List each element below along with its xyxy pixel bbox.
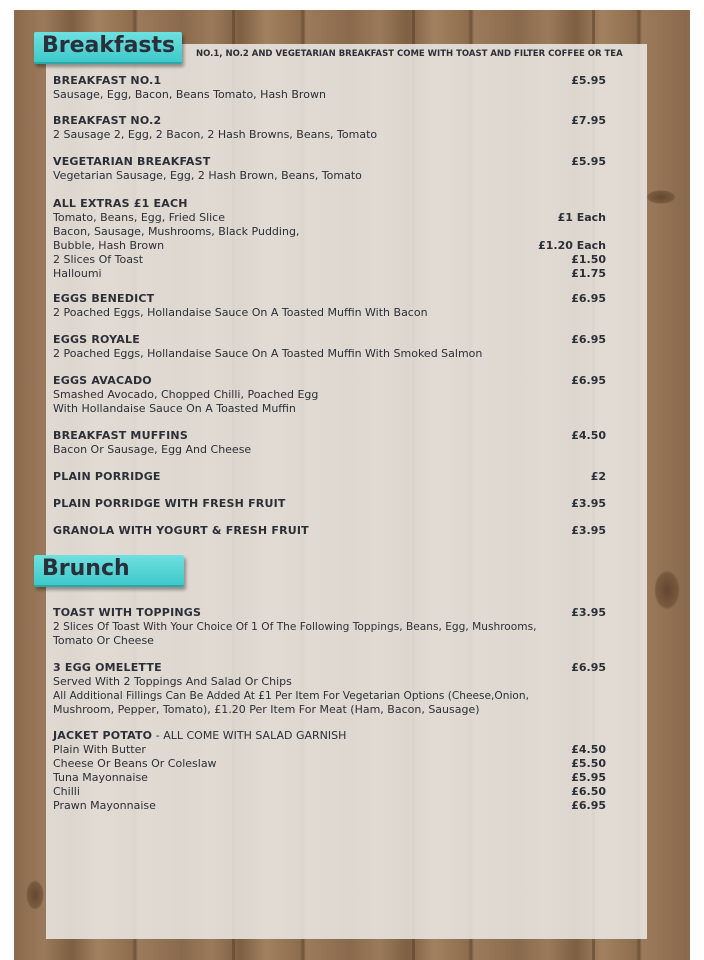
item-description: Bacon Or Sausage, Egg And Cheese bbox=[53, 443, 252, 456]
breakfasts-note: NO.1, NO.2 AND VEGETARIAN BREAKFAST COME WITH TOAST AND FILTER COFFEE OR TEA bbox=[196, 49, 623, 59]
item-description: 2 Sausage 2, Egg, 2 Bacon, 2 Hash Browns, Beans, Tomato bbox=[53, 128, 378, 141]
item-price: £6.50 bbox=[571, 785, 606, 798]
item-name: JACKET POTATO bbox=[53, 729, 153, 742]
extras-line: 2 Slices Of Toast bbox=[53, 253, 144, 266]
item-price: £1.75 bbox=[571, 267, 606, 280]
item-price: £5.95 bbox=[571, 155, 606, 168]
item-price: £6.95 bbox=[571, 799, 606, 812]
item-description: 2 Slices Of Toast With Your Choice Of 1 Of The Following Toppings, Beans, Egg, Mushrooms, bbox=[53, 621, 537, 633]
menu-item-eggs-benedict bbox=[53, 292, 606, 320]
item-description: Smashed Avocado, Chopped Chilli, Poached Egg bbox=[53, 388, 319, 401]
potato-option: Prawn Mayonnaise bbox=[53, 799, 156, 812]
item-price: £5.95 bbox=[571, 74, 606, 87]
item-name: EGGS BENEDICT bbox=[53, 292, 155, 305]
menu-item-3-egg-omelette bbox=[53, 661, 606, 717]
item-price: £3.95 bbox=[571, 524, 606, 537]
brunch-title: Brunch bbox=[42, 556, 130, 581]
item-price: £4.50 bbox=[571, 429, 606, 442]
item-description: Tomato Or Cheese bbox=[53, 634, 154, 647]
extras-line: Halloumi bbox=[53, 267, 102, 280]
menu-item-plain-porridge bbox=[53, 470, 606, 484]
menu-item-breakfast-no2 bbox=[53, 114, 606, 142]
item-description: With Hollandaise Sauce On A Toasted Muffin bbox=[53, 402, 296, 415]
item-name: VEGETARIAN BREAKFAST bbox=[53, 155, 211, 168]
item-price: £6.95 bbox=[571, 374, 606, 387]
item-description: Served With 2 Toppings And Salad Or Chips bbox=[53, 675, 292, 688]
item-description: 2 Poached Eggs, Hollandaise Sauce On A Toasted Muffin With Smoked Salmon bbox=[53, 347, 483, 360]
item-name: PLAIN PORRIDGE WITH FRESH FRUIT bbox=[53, 497, 286, 510]
wood-knot bbox=[26, 880, 44, 910]
item-price: £7.95 bbox=[571, 114, 606, 127]
item-price: £6.95 bbox=[571, 292, 606, 305]
extras-line: Bubble, Hash Brown bbox=[53, 239, 165, 252]
item-price: £3.95 bbox=[571, 606, 606, 619]
item-name: PLAIN PORRIDGE bbox=[53, 470, 161, 483]
item-description: 2 Poached Eggs, Hollandaise Sauce On A Toasted Muffin With Bacon bbox=[53, 306, 428, 319]
extras-line: Tomato, Beans, Egg, Fried Slice bbox=[53, 211, 225, 224]
item-name: BREAKFAST MUFFINS bbox=[53, 429, 188, 442]
item-name: BREAKFAST NO.2 bbox=[53, 114, 162, 127]
brunch-header bbox=[34, 555, 184, 587]
item-name: ALL EXTRAS £1 EACH bbox=[53, 197, 188, 210]
item-price: £5.95 bbox=[571, 771, 606, 784]
wood-knot bbox=[646, 190, 676, 204]
item-price: £6.95 bbox=[571, 661, 606, 674]
menu-item-breakfast-muffins bbox=[53, 429, 606, 457]
wood-knot bbox=[654, 570, 680, 610]
item-name-suffix: - ALL COME WITH SALAD GARNISH bbox=[152, 729, 347, 742]
item-price: £5.50 bbox=[571, 757, 606, 770]
item-name: GRANOLA WITH YOGURT & FRESH FRUIT bbox=[53, 524, 309, 537]
item-description: Mushroom, Pepper, Tomato), £1.20 Per Item For Meat (Ham, Bacon, Sausage) bbox=[53, 703, 480, 716]
potato-option: Cheese Or Beans Or Coleslaw bbox=[53, 757, 217, 770]
breakfasts-header bbox=[34, 32, 182, 64]
extras-line: Bacon, Sausage, Mushrooms, Black Pudding, bbox=[53, 225, 300, 238]
item-price: £6.95 bbox=[571, 333, 606, 346]
item-price: £1.20 Each bbox=[538, 239, 606, 252]
item-description: All Additional Fillings Can Be Added At £1 Per Item For Vegetarian Options (Cheese,Onion, bbox=[53, 690, 529, 702]
potato-option: Plain With Butter bbox=[53, 743, 146, 756]
potato-option: Tuna Mayonnaise bbox=[53, 771, 148, 784]
item-price: £1 Each bbox=[557, 211, 606, 224]
menu-item-extras bbox=[53, 197, 606, 281]
menu-item-toast-with-toppings bbox=[53, 606, 606, 648]
menu-item-eggs-avacado bbox=[53, 374, 606, 416]
menu-item-jacket-potato bbox=[53, 729, 606, 813]
item-name: EGGS ROYALE bbox=[53, 333, 140, 346]
item-name: 3 EGG OMELETTE bbox=[53, 661, 162, 674]
menu-item-vegetarian-breakfast bbox=[53, 155, 606, 183]
item-name: TOAST WITH TOPPINGS bbox=[53, 606, 202, 619]
item-description: Vegetarian Sausage, Egg, 2 Hash Brown, Beans, Tomato bbox=[53, 169, 362, 182]
item-price: £3.95 bbox=[571, 497, 606, 510]
breakfasts-title: Breakfasts bbox=[42, 33, 176, 58]
menu-item-eggs-royale bbox=[53, 333, 606, 361]
potato-option: Chilli bbox=[53, 785, 80, 798]
menu-item-granola bbox=[53, 524, 606, 538]
item-description: Sausage, Egg, Bacon, Beans Tomato, Hash Brown bbox=[53, 88, 326, 101]
item-price: £1.50 bbox=[571, 253, 606, 266]
item-price: £2 bbox=[590, 470, 606, 483]
item-price: £4.50 bbox=[571, 743, 606, 756]
menu-item-breakfast-no1 bbox=[53, 74, 606, 102]
menu-item-porridge-fresh-fruit bbox=[53, 497, 606, 511]
item-name: BREAKFAST NO.1 bbox=[53, 74, 162, 87]
item-name: EGGS AVACADO bbox=[53, 374, 152, 387]
